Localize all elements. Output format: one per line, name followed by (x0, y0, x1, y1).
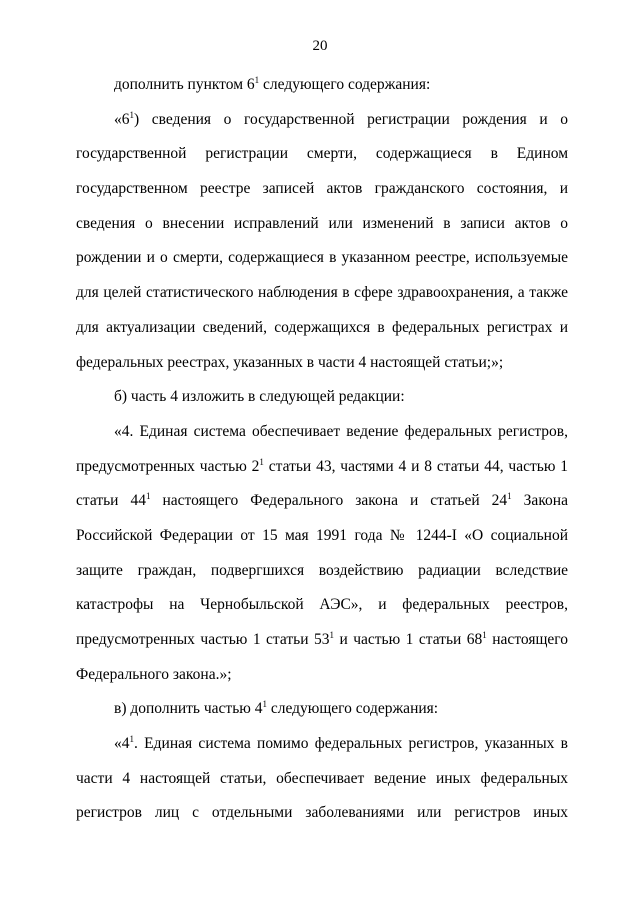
text-line: в) дополнить частью $4^1$ следующего содержания: (114, 699, 439, 718)
text-line: рождении и о смерти, содержащиеся в указанном реестре, используемые (76, 249, 568, 267)
text-line: «4. Единая система обеспечивает ведение федеральных регистров, (114, 422, 568, 440)
text-line: части 4 настоящей статьи, обеспечивает ведение иных федеральных (76, 769, 568, 787)
document-body (76, 68, 568, 831)
text-line: дополнить пунктом $6^1$ следующего содержания: (114, 75, 431, 93)
text-line: предусмотренных частью $2^1$ статьи 43, частями 4 и 8 статьи 44, частью 1 (76, 456, 568, 475)
text-line: защите граждан, подвергшихся воздействию радиации вследствие (76, 561, 568, 579)
text-line: «$6^1$) сведения о государственной регистрации рождения и о (114, 109, 568, 128)
text-line: для целей статистического наблюдения в сфере здравоохранения, а также (76, 284, 568, 302)
text-line: статьи $44^1$ настоящего Федерального закона и статьей $24^1$ Закона (76, 491, 568, 510)
text-line: «$4^1$. Единая система помимо федеральных регистров, указанных в (114, 734, 568, 753)
text-line: государственной регистрации смерти, содержащиеся в Едином (76, 145, 568, 163)
text-line: сведения о внесении исправлений или изменений в записи актов о (76, 214, 568, 232)
text-line: регистров лиц с отдельными заболеваниями или регистров иных (76, 804, 568, 822)
text-line: б) часть 4 изложить в следующей редакции: (114, 388, 405, 406)
text-line: федеральных реестрах, указанных в части 4 настоящей статьи;»; (76, 353, 504, 371)
text-line: Российской Федерации от 15 мая 1991 года № 1244-I «О социальной (76, 526, 568, 544)
text-line: Федерального закона.»; (76, 665, 232, 683)
page-number: 20 (312, 38, 328, 54)
text-line: для актуализации сведений, содержащихся в федеральных регистрах и (76, 318, 568, 336)
text-line: катастрофы на Чернобыльской АЭС», и федеральных реестров, (76, 596, 568, 614)
text-line: государственном реестре записей актов гражданского состояния, и (76, 180, 568, 198)
text-line: предусмотренных частью 1 статьи $53^1$ и частью 1 статьи $68^1$ настоящего (76, 630, 568, 648)
